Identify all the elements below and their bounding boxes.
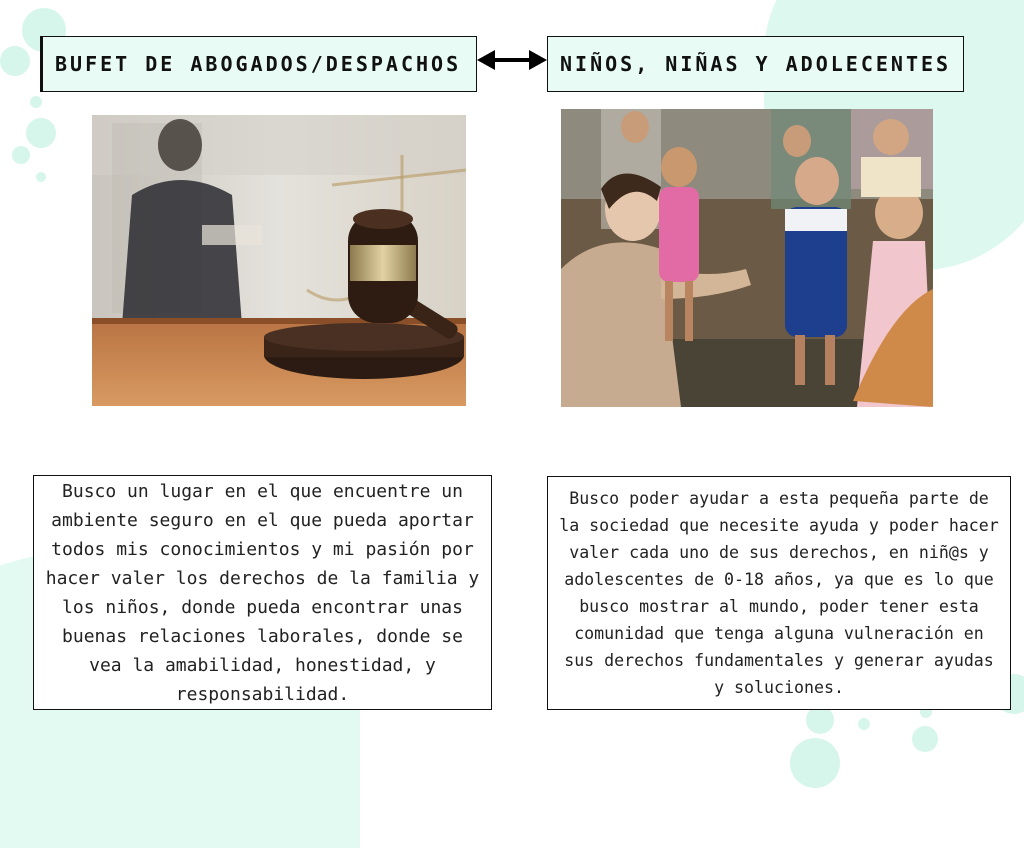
text-box-children: [547, 476, 1011, 710]
title-box-children: [547, 36, 964, 92]
title-children: NIÑOS, NIÑAS Y ADOLECENTES: [560, 52, 952, 76]
description-lawyers: Busco un lugar en el que encuentre un ambiente seguro en el que pueda aportar todos mis conocimientos y mi pasión por hacer valer los derechos de la familia y los niños, donde pueda encontrar unas buenas relaciones laborales, donde se vea la amabilidad, honestidad, y responsabilidad.: [45, 480, 480, 705]
title-box-lawyers: [40, 36, 477, 92]
background-dot: [26, 118, 56, 148]
background-dot: [12, 146, 30, 164]
background-dot: [858, 718, 870, 730]
background-dot: [912, 726, 938, 752]
description-children: Busco poder ayudar a esta pequeña parte de la sociedad que necesite ayuda y poder hacer valer cada uno de sus derechos, en niñ@s y adolescentes de 0-18 años, ya que es lo que busco mostrar al mundo, poder tener esta comunidad que tenga alguna vulneración en sus derechos fundamentales y generar ayudas y soluciones.: [559, 489, 999, 697]
background-dot: [36, 172, 46, 182]
children-group-photo: [561, 109, 933, 407]
title-lawyers: BUFET DE ABOGADOS/DESPACHOS: [55, 52, 462, 76]
text-box-lawyers: [33, 475, 492, 710]
background-dot: [790, 738, 840, 788]
background-dot: [806, 706, 834, 734]
double-arrow-icon: [477, 48, 547, 72]
background-dot: [0, 46, 30, 76]
background-dot: [30, 96, 42, 108]
gavel-photo: [92, 115, 466, 406]
